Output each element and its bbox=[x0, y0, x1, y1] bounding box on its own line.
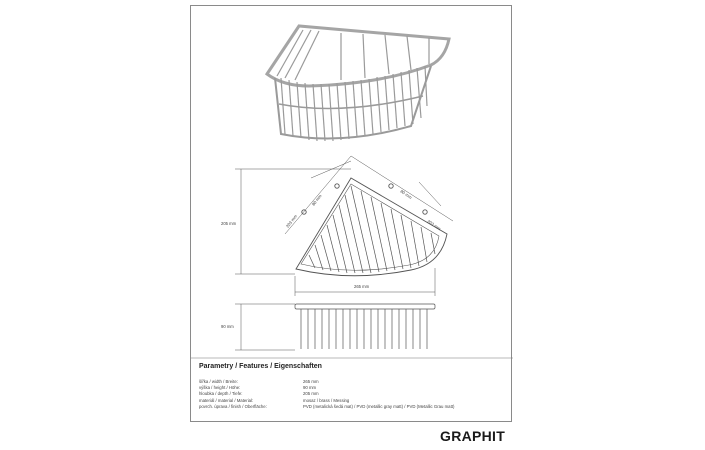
spec-sheet bbox=[190, 5, 512, 422]
feature-value: PVD (metalická šedá mat) / PVD (metallic gray matt) / PVD (Metallic Grau matt) bbox=[303, 403, 455, 409]
side-right-label: 80 mm bbox=[399, 188, 413, 200]
front-view bbox=[295, 304, 435, 349]
feature-value: 265 mm bbox=[303, 379, 319, 384]
side-left-label: 80 mm bbox=[310, 193, 323, 207]
width-label: 265 mm bbox=[354, 284, 370, 289]
height-label: 90 mm bbox=[221, 324, 234, 329]
feature-label: hloubka / depth / Tiefe: bbox=[199, 391, 243, 397]
features-title: Parametry / Features / Eigenschaften bbox=[199, 363, 322, 370]
feature-label: materiál / material / Material: bbox=[199, 397, 254, 403]
features-table bbox=[199, 363, 505, 410]
feature-value: 90 mm bbox=[303, 385, 317, 391]
depth-label: 205 mm bbox=[221, 221, 237, 226]
feature-label: povrch. úprava / finish / Oberfläche: bbox=[199, 403, 267, 409]
brand-logo: GRAPHIT bbox=[440, 428, 506, 444]
technical-drawing bbox=[191, 6, 513, 423]
feature-value: mosaz / brass / Messing bbox=[303, 397, 350, 403]
feature-label: výška / height / Höhe: bbox=[199, 385, 241, 391]
top-view bbox=[285, 156, 453, 276]
height-dimension bbox=[235, 304, 295, 350]
edge-right-label: 203 mm bbox=[426, 218, 442, 232]
feature-label: šířka / width / Breite: bbox=[199, 379, 238, 384]
product-render bbox=[267, 26, 449, 141]
feature-row bbox=[199, 404, 505, 410]
width-dimension bbox=[295, 268, 435, 296]
feature-value: 205 mm bbox=[303, 391, 319, 397]
edge-left-label: 203 mm bbox=[284, 213, 299, 229]
